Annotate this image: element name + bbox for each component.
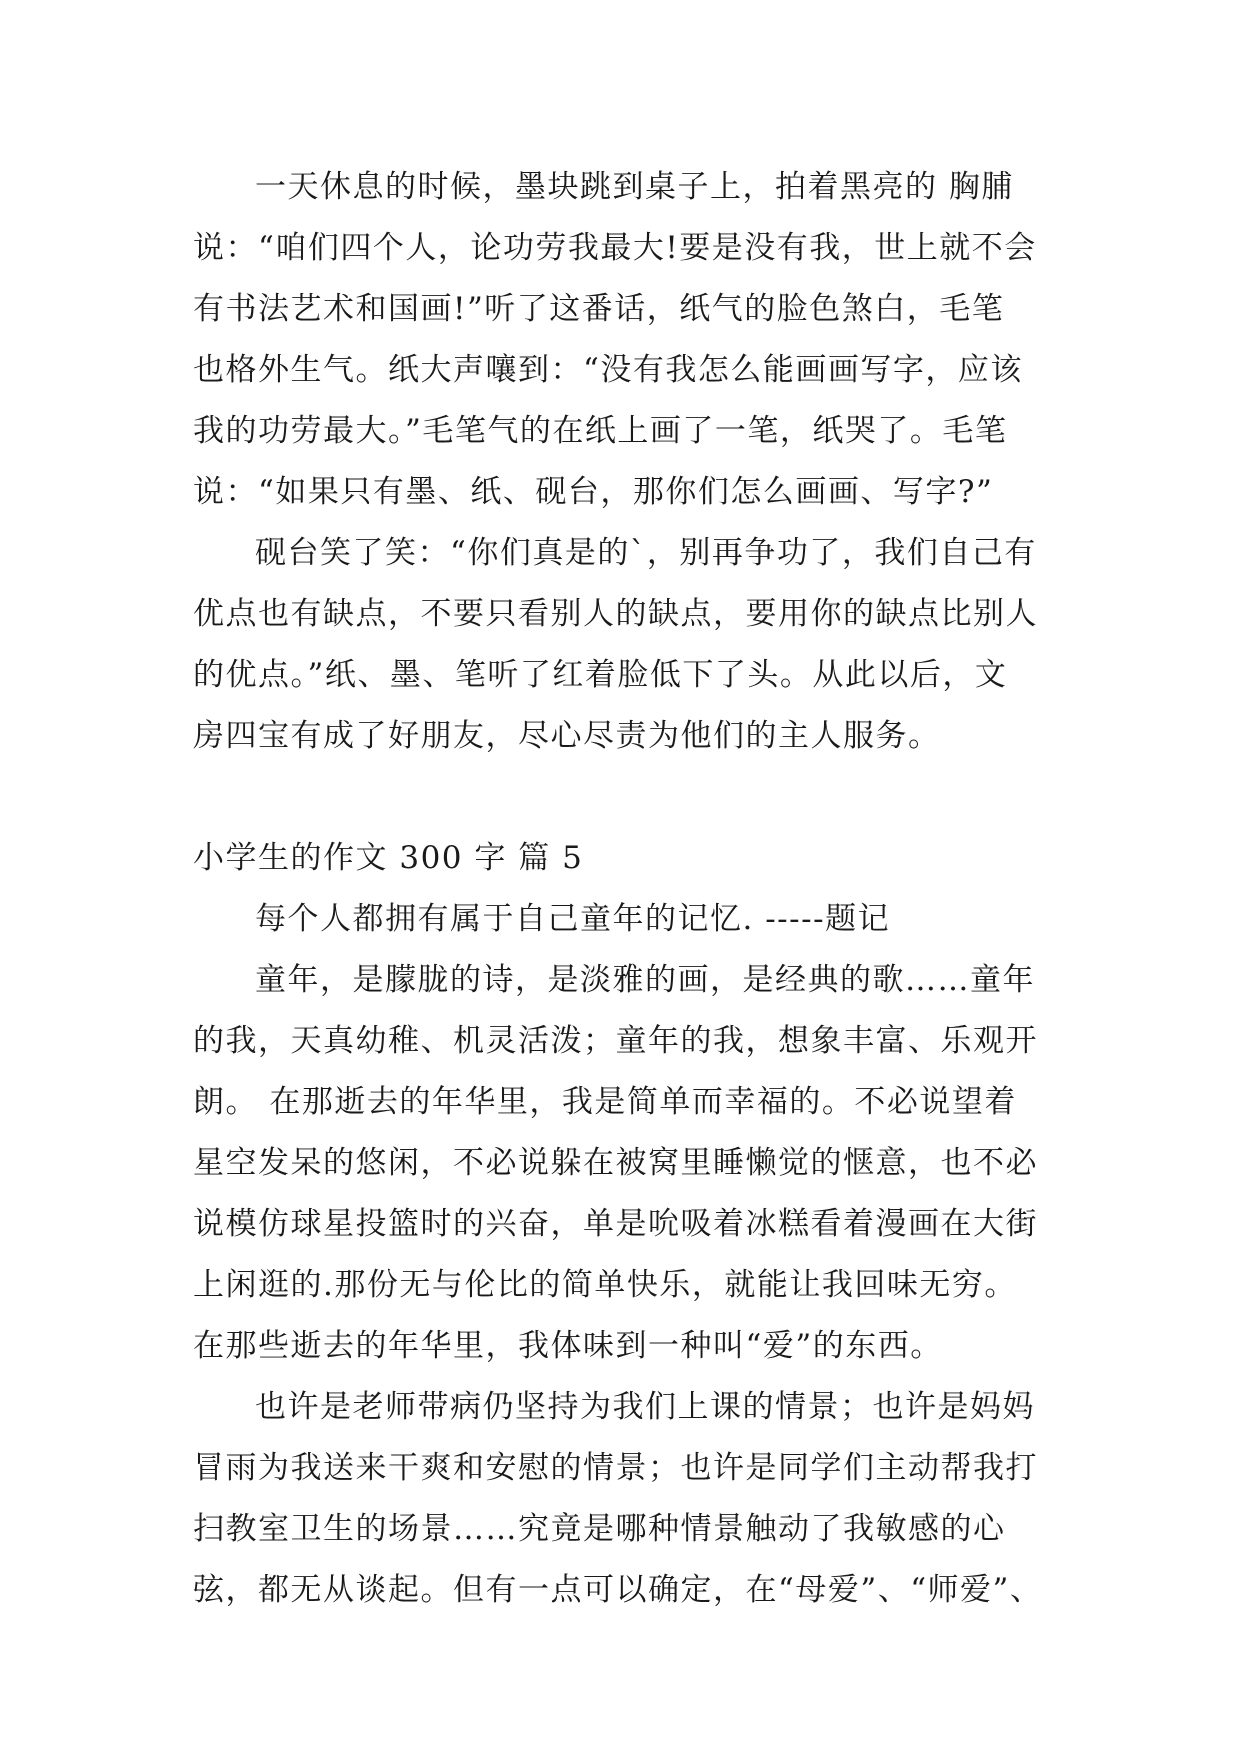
text-line: 优点也有缺点，不要只看别人的缺点，要用你的缺点比别人 bbox=[193, 596, 1038, 632]
text-line: 弦，都无从谈起。但有一点可以确定，在“母爱”、“师爱”、 bbox=[193, 1572, 1043, 1608]
essay-paragraph-1 bbox=[193, 950, 1093, 1377]
text-line: 星空发呆的悠闲，不必说躲在被窝里睡懒觉的惬意，也不必 bbox=[193, 1145, 1038, 1181]
text-line: 砚台笑了笑：“你们真是的`，别再争功了，我们自己有 bbox=[255, 535, 1037, 571]
text-line: 的优点。”纸、墨、笔听了红着脸低下了头。从此以后，文 bbox=[193, 657, 1008, 693]
text-line: 房四宝有成了好朋友，尽心尽责为他们的主人服务。 bbox=[193, 718, 941, 754]
text-line: 一天休息的时候，墨块跳到桌子上，拍着黑亮的 胸脯 bbox=[255, 169, 1014, 205]
text-line: 我的功劳最大。”毛笔气的在纸上画了一笔，纸哭了。毛笔 bbox=[193, 413, 1008, 449]
essay-paragraph-2 bbox=[193, 1377, 1093, 1621]
essay-epigraph bbox=[193, 889, 1093, 950]
text-line: 上闲逛的.那份无与伦比的简单快乐，就能让我回味无穷。 bbox=[193, 1267, 1017, 1303]
essay-heading: 小学生的作文 300 字 篇 5 bbox=[193, 840, 584, 876]
text-line: 的我，天真幼稚、机灵活泼；童年的我，想象丰富、乐观开 bbox=[193, 1023, 1038, 1059]
story-paragraph-1 bbox=[193, 157, 1093, 523]
text-line: 冒雨为我送来干爽和安慰的情景；也许是同学们主动帮我打 bbox=[193, 1450, 1038, 1486]
text-line: 每个人都拥有属于自己童年的记忆. -----题记 bbox=[255, 901, 891, 937]
story-paragraph-2 bbox=[193, 523, 1093, 767]
document-page bbox=[193, 157, 1093, 1621]
text-line: 说：“如果只有墨、纸、砚台，那你们怎么画画、写字?” bbox=[193, 474, 994, 510]
text-line: 扫教室卫生的场景……究竟是哪种情景触动了我敏感的心 bbox=[193, 1511, 1006, 1547]
text-line: 朗。 在那逝去的年华里，我是简单而幸福的。不必说望着 bbox=[193, 1084, 1017, 1120]
text-line: 在那些逝去的年华里，我体味到一种叫“爱”的东西。 bbox=[193, 1328, 943, 1364]
text-line: 也许是老师带病仍坚持为我们上课的情景；也许是妈妈 bbox=[255, 1389, 1035, 1425]
text-line: 有书法艺术和国画!”听了这番话，纸气的脸色煞白，毛笔 bbox=[193, 291, 1005, 327]
text-line: 也格外生气。纸大声嚷到：“没有我怎么能画画写字，应该 bbox=[193, 352, 1023, 388]
text-line: 说：“咱们四个人，论功劳我最大!要是没有我，世上就不会 bbox=[193, 230, 1037, 266]
text-line: 说模仿球星投篮时的兴奋，单是吮吸着冰糕看着漫画在大街 bbox=[193, 1206, 1038, 1242]
text-line: 童年，是朦胧的诗，是淡雅的画，是经典的歌……童年 bbox=[255, 962, 1035, 998]
